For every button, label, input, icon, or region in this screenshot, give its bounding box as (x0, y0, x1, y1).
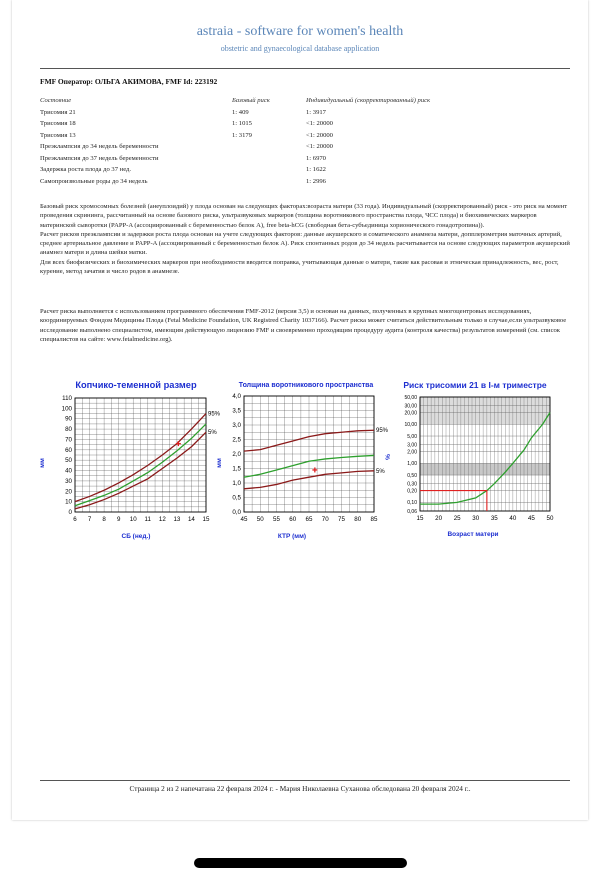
paragraph-corrections: Для всех биофизических и биохимических маркеров при необходимости вводится поправка, учитывающая данные о матери, такие как расовая и этническая принадлежность, вес, рост, курение, метод зачатия и число родов в анамнезе. (40, 258, 559, 276)
x-tick-label: 50 (256, 516, 264, 523)
series-label: 95% (376, 428, 389, 435)
chart-title: Риск трисомии 21 в I-м триместре (403, 380, 547, 390)
table-row (40, 153, 430, 165)
y-tick-label: 20,00 (404, 410, 417, 417)
x-tick-label: 20 (435, 515, 443, 522)
risk-individual: <1: 20000 (306, 131, 333, 139)
y-tick-label: 10 (65, 498, 72, 506)
x-tick-label: 45 (240, 516, 248, 523)
x-tick-label: 40 (509, 515, 517, 522)
y-axis-label: мм (39, 458, 46, 468)
x-tick-label: 14 (187, 516, 195, 523)
x-tick-label: 12 (158, 516, 166, 523)
x-tick-label: 8 (102, 516, 106, 523)
chart-crl (34, 375, 220, 548)
x-tick-label: 70 (321, 516, 329, 523)
y-tick-label: 2,0 (232, 451, 241, 458)
y-tick-label: 90 (65, 415, 72, 423)
series-label: 95% (208, 411, 220, 418)
x-tick-label: 11 (144, 516, 151, 523)
paragraph-software: Расчет риска выполняется с использованием программного обеспечения FMF-2012 (версия 3,5) и основан на данных, полученных в крупных многоцентровых исследованиях, координируемых Фондом Медицины Плода (Fetal Medicine Foundation, UK Registred Charity 1037166). Расчет риска может считаться действительным только в случае,если ультразвуковое исследование выполнено специалистом, имеющим действующую лицензию FMF и своевременно проходящим процедуру аудита (контроля качества) результатов измерений (см. список специалистов на сайте: www.fetalmedicine.org). (40, 308, 567, 343)
software-text (40, 307, 570, 344)
y-tick-label: 50,00 (404, 394, 417, 401)
document-page (12, 0, 588, 820)
shaded-band (420, 463, 550, 475)
y-tick-label: 20 (65, 488, 72, 496)
x-tick-label: 45 (527, 515, 535, 522)
methodology-text (40, 202, 570, 276)
x-tick-label: 55 (273, 516, 280, 523)
y-tick-label: 0,5 (232, 494, 241, 502)
risk-base (232, 176, 306, 188)
table-row (40, 164, 430, 176)
x-axis-label: СБ (нед.) (121, 533, 151, 540)
x-tick-label: 6 (73, 516, 77, 523)
y-axis-label: % (385, 454, 392, 460)
x-axis-label: КТР (мм) (277, 533, 307, 540)
risk-condition: Преэклампсия до 34 недель беременности (40, 143, 159, 151)
risk-individual: 1: 6970 (306, 154, 326, 162)
risk-base (232, 141, 306, 153)
y-tick-label: 0,50 (407, 472, 417, 479)
page-footer: Страница 2 из 2 напечатана 22 февраля 2024 г. - Мария Николаевна Суханова обследована 20 февраля 2024 г.. (129, 784, 471, 793)
y-tick-label: 60 (65, 446, 72, 454)
x-tick-label: 9 (116, 516, 121, 523)
x-axis-label: Возраст матери (447, 531, 499, 538)
risk-base: 1: 1015 (232, 120, 252, 128)
chart-title: Толщина воротникового пространства (238, 382, 374, 389)
header-individual-risk: Индивидуальный (скорректированный) риск (306, 97, 431, 105)
t21-chart-svg (382, 375, 562, 543)
y-tick-label: 3,00 (407, 442, 417, 449)
risk-condition: Преэклампсия до 37 недель беременности (40, 154, 159, 162)
footer-divider (40, 780, 570, 781)
y-tick-label: 2,00 (407, 449, 417, 456)
table-row (40, 107, 430, 119)
x-tick-label: 60 (289, 516, 297, 523)
y-tick-label: 0 (68, 509, 72, 516)
y-tick-label: 50 (65, 457, 72, 465)
x-tick-label: 7 (87, 516, 92, 523)
y-axis-label: мм (216, 458, 223, 468)
app-title: astraia - software for women's health (196, 24, 404, 39)
risk-base: 1: 3179 (232, 131, 252, 139)
risk-table-header (40, 95, 430, 107)
x-tick-label: 25 (453, 515, 461, 522)
y-tick-label: 0,0 (232, 509, 241, 516)
y-tick-label: 30,00 (404, 403, 417, 410)
y-tick-label: 80 (65, 426, 72, 434)
y-tick-label: 0,10 (407, 500, 417, 507)
app-subtitle: obstetric and gynaecological database application (220, 44, 380, 53)
risk-condition: Трисомия 13 (40, 131, 76, 139)
y-tick-label: 5,00 (407, 433, 417, 440)
header-condition: Состояние (40, 97, 72, 105)
y-tick-label: 3,5 (232, 407, 241, 415)
x-tick-label: 85 (370, 516, 378, 523)
y-tick-label: 0,06 (407, 508, 417, 515)
y-tick-label: 30 (65, 477, 72, 485)
risk-condition: Самопроизвольные роды до 34 недель (40, 177, 148, 185)
risk-condition: Задержка роста плода до 37 нед. (40, 166, 132, 174)
series-label: 5% (208, 430, 217, 437)
operator-info: FMF Оператор: ОЛЬГА АКИМОВА, FMF Id: 223192 (40, 77, 218, 86)
risk-individual: 1: 1622 (306, 166, 326, 174)
y-tick-label: 40 (65, 467, 72, 475)
x-tick-label: 80 (354, 516, 362, 523)
x-tick-label: 35 (490, 515, 498, 522)
table-row (40, 141, 430, 153)
y-tick-label: 1,5 (232, 465, 241, 473)
header-divider (40, 68, 570, 69)
y-tick-label: 10,00 (404, 422, 417, 429)
x-tick-label: 15 (416, 515, 424, 522)
x-tick-label: 13 (173, 516, 181, 523)
table-row (40, 130, 430, 142)
y-tick-label: 1,00 (407, 461, 417, 468)
y-tick-label: 4,0 (232, 393, 241, 400)
chart-title: Копчико-теменной размер (75, 380, 197, 390)
y-tick-label: 0,30 (407, 481, 417, 488)
x-tick-label: 75 (338, 516, 345, 523)
y-tick-label: 1,0 (232, 480, 241, 487)
risk-individual: <1: 20000 (306, 120, 333, 128)
crl-chart-svg (34, 375, 220, 543)
nt-chart-svg (212, 375, 398, 543)
series-label: 5% (376, 468, 385, 475)
table-row (40, 176, 430, 188)
chart-nt (212, 375, 398, 548)
paragraph-preeclampsia: Расчет рисков преэклампсии и задержки роста плода основан на учете следующих факторов: данные акушерского и соматического анамнеза матери, допплерометрия маточных артерий, среднее артериальное давление и PAPP-A (ассоциированный с беременностью белок А). Риск спонтанных родов до 34 недель расчитывается на основе следующих параметров акушерский анамнез матери и длина шейки матки. (40, 230, 570, 257)
risk-condition: Трисомия 21 (40, 108, 76, 116)
y-tick-label: 70 (65, 436, 72, 444)
risk-base: 1: 409 (232, 108, 249, 116)
risk-base (232, 153, 306, 165)
risk-table (40, 95, 430, 187)
risk-condition: Трисомия 18 (40, 120, 76, 128)
paragraph-base-risk: Базовый риск хромосомных болезней (анеуплоидий) у плода основан на следующих факторах:возраста матери (33 года). Индивидуальный (скорректированный) риск - это риск на момент проведения скрининга, рассчитанный на основе базового риска, ультразвуковых маркеров (толщина воротникового пространства плода, ЧСС плода) и биохимических маркеров материнской сыворотки (PAPP-A (ассоциированный с беременностью белок А), free beta-hCG (свободная бета-субъединица хорионического гонадотропина)). (40, 203, 568, 229)
shaded-band (420, 397, 550, 424)
risk-individual: 1: 3917 (306, 108, 326, 116)
risk-individual: 1: 2996 (306, 177, 326, 185)
chart-t21 (382, 375, 562, 548)
y-tick-label: 0,20 (407, 488, 417, 495)
y-tick-label: 100 (61, 405, 72, 413)
x-tick-label: 15 (202, 516, 210, 523)
x-tick-label: 10 (129, 516, 137, 523)
header-base-risk: Базовый риск (232, 97, 270, 105)
table-row (40, 118, 430, 130)
x-tick-label: 30 (472, 515, 480, 522)
y-tick-label: 110 (62, 395, 72, 402)
x-tick-label: 65 (305, 516, 313, 523)
home-indicator[interactable] (194, 858, 407, 868)
y-tick-label: 3,0 (232, 422, 241, 429)
risk-individual: <1: 20000 (306, 143, 333, 151)
risk-base (232, 164, 306, 176)
y-tick-label: 2,5 (232, 436, 241, 444)
x-tick-label: 50 (546, 515, 554, 522)
